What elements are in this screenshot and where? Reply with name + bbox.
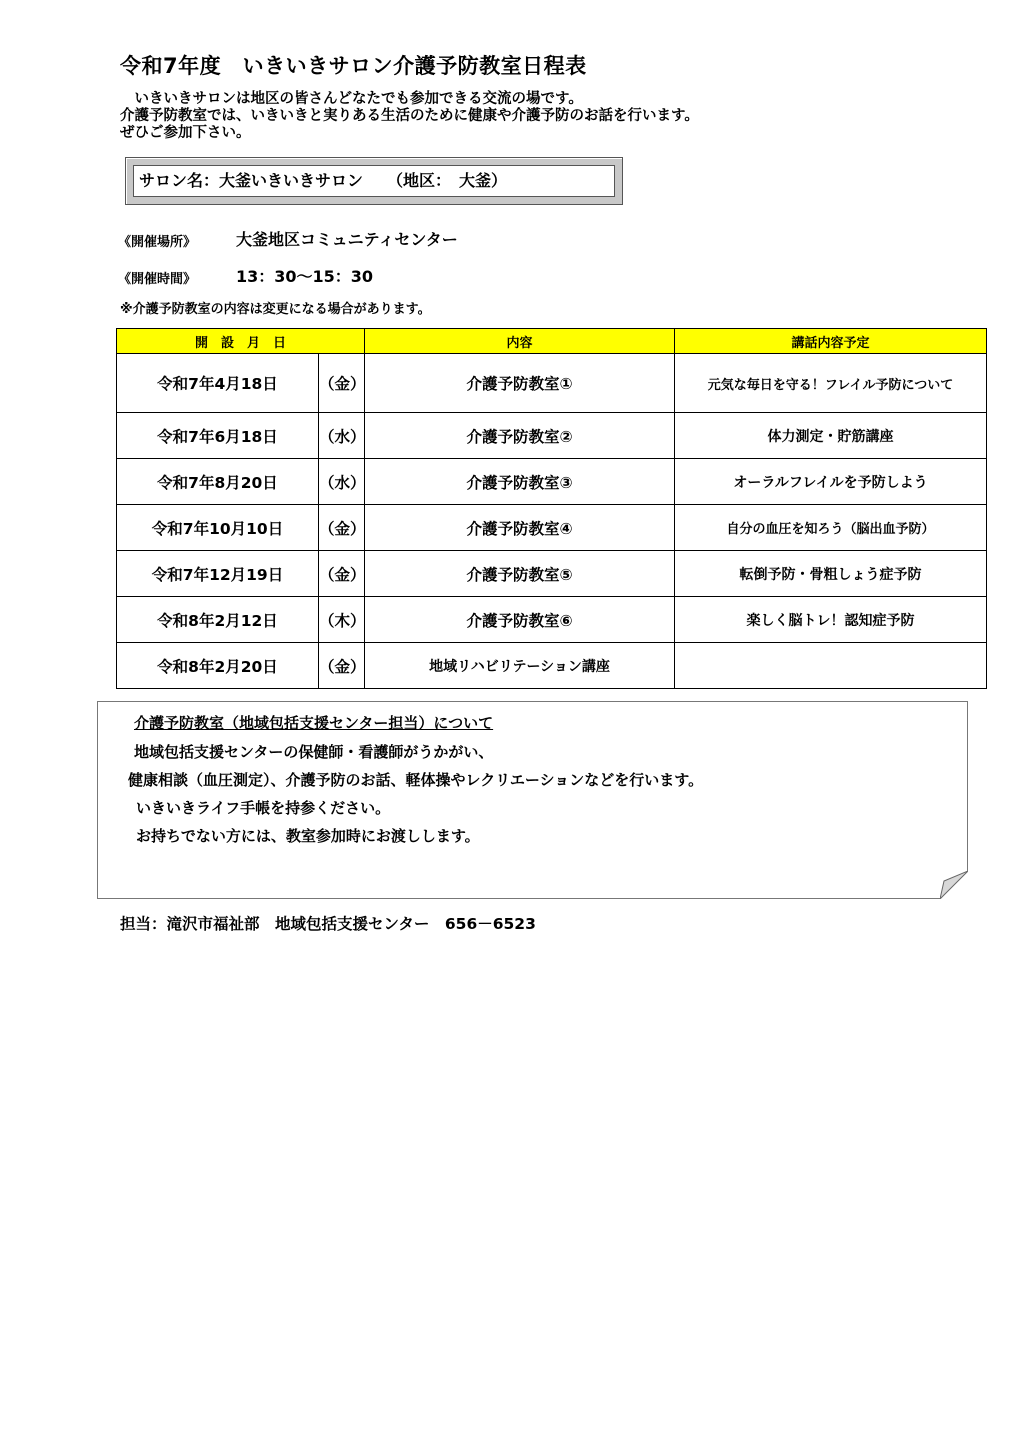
info-line-4: お持ちでない方には、教室参加時にお渡しします。 (136, 827, 480, 845)
row-date: 令和8年2月12日 (117, 597, 319, 643)
time-value: 13：30～15：30 (236, 267, 374, 286)
time-label: 《開催時間》 (118, 272, 197, 287)
venue-value: 大釜地区コミュニティセンター (236, 230, 458, 249)
header-date: 開 設 月 日 (117, 329, 365, 354)
row-day: （木） (319, 597, 365, 643)
row-content: 介護予防教室⑤ (365, 551, 675, 597)
row-topic: 体力測定・貯筋講座 (675, 413, 987, 459)
row-date: 令和7年4月18日 (117, 354, 319, 413)
row-date: 令和7年6月18日 (117, 413, 319, 459)
row-day: （金） (319, 643, 365, 689)
intro-line-3: ぜひご参加下さい。 (120, 125, 251, 141)
row-content: 介護予防教室⑥ (365, 597, 675, 643)
row-date: 令和7年12月19日 (117, 551, 319, 597)
row-date: 令和7年8月20日 (117, 459, 319, 505)
row-content: 地域リハビリテーション講座 (365, 643, 675, 689)
row-day: （水） (319, 459, 365, 505)
intro-line-1: いきいきサロンは地区の皆さんどなたでも参加できる交流の場です。 (120, 91, 583, 107)
row-topic (675, 643, 987, 689)
info-line-3: いきいきライフ手帳を持参ください。 (136, 799, 391, 817)
info-line-1: 地域包括支援センターの保健師・看護師がうかがい、 (134, 743, 494, 761)
change-notice: ※介護予防教室の内容は変更になる場合があります。 (120, 302, 431, 317)
row-topic: 楽しく脳トレ！認知症予防 (675, 597, 987, 643)
table-row (117, 459, 987, 505)
row-day: （水） (319, 413, 365, 459)
header-topic: 講話内容予定 (675, 329, 987, 354)
schedule-table (116, 328, 987, 689)
row-topic: 自分の血圧を知ろう（脳出血予防） (675, 505, 987, 551)
info-line-2: 健康相談（血圧測定）、介護予防のお話、軽体操やレクリエーションなどを行います。 (128, 771, 704, 789)
row-day: （金） (319, 551, 365, 597)
footer-contact: 担当：滝沢市福祉部 地域包括支援センター 656－6523 (120, 915, 536, 933)
row-content: 介護予防教室① (365, 354, 675, 413)
salon-name-frame (125, 157, 623, 205)
header-content: 内容 (365, 329, 675, 354)
row-topic: 転倒予防・骨粗しょう症予防 (675, 551, 987, 597)
table-row (117, 643, 987, 689)
table-row (117, 597, 987, 643)
table-row (117, 551, 987, 597)
table-row (117, 354, 987, 413)
info-heading: 介護予防教室（地域包括支援センター担当）について (134, 714, 494, 732)
row-content: 介護予防教室③ (365, 459, 675, 505)
table-row (117, 413, 987, 459)
row-content: 介護予防教室④ (365, 505, 675, 551)
row-date: 令和8年2月20日 (117, 643, 319, 689)
row-topic: 元気な毎日を守る！フレイル予防について (675, 354, 987, 413)
info-note-box (97, 701, 968, 899)
row-day: （金） (319, 505, 365, 551)
row-topic: オーラルフレイルを予防しよう (675, 459, 987, 505)
salon-name: サロン名：大釜いきいきサロン （地区： 大釜） (133, 165, 615, 197)
table-header-row (117, 329, 987, 354)
row-content: 介護予防教室② (365, 413, 675, 459)
page-title: 令和7年度 いきいきサロン介護予防教室日程表 (120, 54, 587, 78)
row-date: 令和7年10月10日 (117, 505, 319, 551)
intro-line-2: 介護予防教室では、いきいきと実りある生活のために健康や介護予防のお話を行います。 (120, 108, 699, 124)
row-day: （金） (319, 354, 365, 413)
venue-label: 《開催場所》 (118, 235, 197, 250)
table-row (117, 505, 987, 551)
page-curl-icon (940, 871, 968, 899)
